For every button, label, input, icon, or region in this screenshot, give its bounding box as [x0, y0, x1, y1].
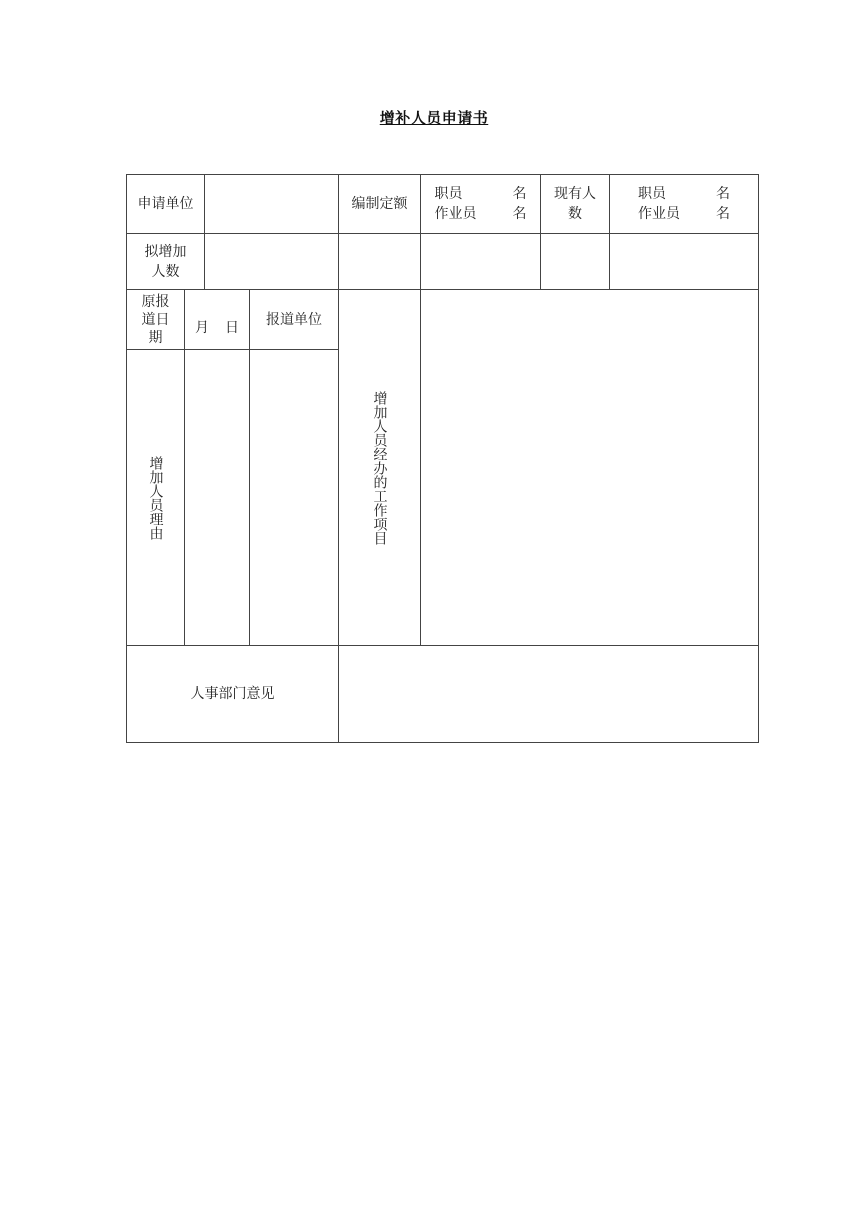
planned-add-field[interactable] [205, 234, 338, 289]
form-title: 增补人员申请书 [379, 109, 489, 127]
apply-unit-field[interactable] [205, 175, 338, 233]
quota-staff-unit: 名 [512, 186, 527, 202]
row2-blank-cell-1[interactable] [339, 234, 420, 289]
quota-staff-label: 职员 [434, 186, 463, 202]
report-unit-label: 报道单位 [266, 311, 322, 328]
report-date-label-line3: 期 [148, 329, 163, 346]
row2-blank-cell-3[interactable] [541, 234, 609, 289]
current-count-label-line2: 数 [568, 206, 582, 222]
report-date-label [127, 290, 184, 349]
row2-blank-cell-2[interactable] [421, 234, 540, 289]
planned-add-label-line2: 人数 [151, 263, 180, 280]
planned-add-label-stack [145, 242, 187, 282]
month-label: 月 [195, 319, 209, 336]
current-staff-label: 职员 [638, 186, 666, 202]
table-border-bottom [126, 742, 759, 743]
current-staff-unit: 名 [716, 186, 730, 202]
planned-add-label-line1: 拟增加 [144, 243, 187, 260]
report-date-field[interactable] [185, 290, 249, 365]
quota-breakdown [435, 184, 527, 224]
quota-field[interactable] [421, 175, 540, 233]
current-count-field[interactable] [610, 175, 758, 233]
current-breakdown [638, 184, 730, 224]
row2-blank-cell-4[interactable] [610, 234, 758, 289]
quota-label: 编制定额 [351, 196, 408, 212]
current-count-label-stack [554, 184, 596, 224]
report-date-label-line1: 原报 [141, 293, 170, 310]
reason-field-1[interactable] [185, 366, 249, 645]
day-label: 日 [225, 319, 239, 336]
current-worker-label: 作业员 [638, 206, 680, 222]
report-date-label-line2: 道日 [141, 311, 170, 328]
work-items-field[interactable] [421, 290, 758, 645]
reason-label-text: 增加人员理由 [147, 455, 164, 540]
quota-staff-row [435, 184, 527, 204]
work-items-label [339, 290, 420, 645]
quota-worker-unit: 名 [512, 206, 527, 222]
current-worker-unit: 名 [716, 206, 730, 222]
report-date-label-stack [142, 293, 170, 347]
work-items-label-text: 增加人员经办的工作项目 [371, 390, 388, 545]
quota-worker-label: 作业员 [434, 206, 477, 222]
planned-add-label [127, 234, 204, 289]
current-worker-row [638, 204, 730, 224]
table-border-right [758, 174, 759, 743]
current-staff-row [638, 184, 730, 204]
apply-unit-label: 申请单位 [137, 196, 194, 212]
quota-worker-row [435, 204, 527, 224]
current-count-label [541, 175, 609, 233]
reason-field-2[interactable] [250, 350, 338, 645]
hr-opinion-field[interactable] [339, 646, 758, 742]
current-count-label-line1: 现有人 [554, 186, 596, 202]
reason-label [127, 350, 184, 645]
hr-opinion-label: 人事部门意见 [190, 686, 275, 702]
